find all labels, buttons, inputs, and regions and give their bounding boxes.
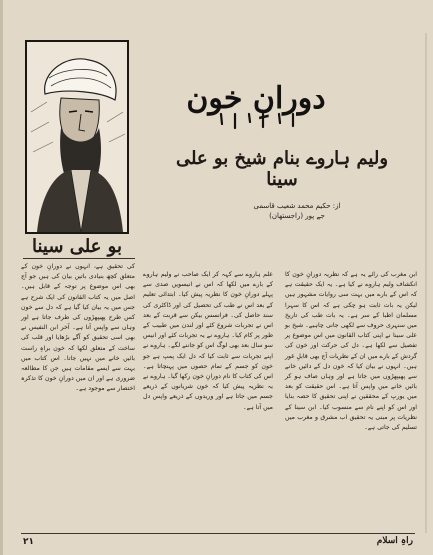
author-byline [253, 201, 341, 221]
author-name: از: حکیم محمد شعیب قاسمی [253, 202, 341, 210]
title-lettering [186, 70, 326, 130]
page-number: ۲۱ [23, 537, 34, 547]
right-column-text: ابن مغرب کی رائے یہ ہے کہ نظریہ دورانِ خون کا انکشاف ولیم ہاروے نے کیا ہے۔ یہ ایک حقیقت ہے کہ اس کے بارے میں بہت سی روایات مشہور ہیں لیکن یہ بات ثابت ہو چکی ہے کہ اس کا سہرا مسلمان اطبا کے سر ہے۔ یہ بات طب کی تاریخ میں سنہری حروف سے لکھی جانی چاہیے۔ شیخ بو علی سینا نے اپنی کتاب القانون میں اس موضوع پر تفصیل سے لکھا ہے۔ دل کی حرکت اور خون کی گردش کے بارے میں ان کے نظریات آج بھی قابلِ غور ہیں۔ انہوں نے بیان کیا کہ خون دل کے دائیں خانے سے پھیپھڑوں میں جاتا ہے اور وہاں صاف ہو کر بائیں خانے میں واپس آتا ہے۔ اس حقیقت کو بعد میں یورپ کے محققین نے اپنی تحقیق کا حصہ بنایا اور اس کو اپنے نام سے منسوب کیا۔ ابن سینا کے نظریات پر مبنی یہ تحقیق اب مشرق و مغرب میں تسلیم کی جاتی ہے۔ [285, 271, 417, 432]
ibn-sina-portrait [25, 40, 129, 234]
sidebar-divider [23, 258, 135, 259]
article-subtitle: ولیم ہاروے بنام شیخ بو علی سینا [175, 148, 389, 190]
author-location: جے پور (راجستھان) [269, 212, 325, 220]
page-edge-shadow [425, 33, 427, 533]
article-title [186, 70, 326, 120]
footer-divider [21, 533, 415, 534]
magazine-name: راہِ اسلام [376, 536, 413, 546]
sidebar-heading: بو علی سینا [32, 236, 122, 257]
middle-column-text: علم ہاروے سے کہہ کر ایک صاحب نے ولیم ہاروے کے بارے میں لکھا کہ اس نے انیسویں صدی سے پہلے دورانِ خون کا نظریہ پیش کیا۔ ابتدائی تعلیم کے بعد اس نے طب کی تحصیل کی اور ڈاکٹری کی سند حاصل کی۔ فرانسس بیکن سے قربت کے بعد اس نے تجربات شروع کئے اور لندن میں طبیب کے طور پر کام کیا۔ ہاروے نے یہ تجربات کئے اور انیس سو سال بعد بھی لوگ اس کو جاننے لگے۔ ہاروے نے اپنے تجربات سے ثابت کیا کہ دل ایک پمپ ہے جو خون کو جسم کے تمام حصوں میں پہنچاتا ہے۔ اس کی کتاب کا نام دورانِ خون رکھا گیا۔ ہاروے نے یہ نظریہ پیش کیا کہ خون شریانوں کے ذریعے جسم میں جاتا ہے اور وریدوں کے ذریعے واپس دل میں آتا ہے۔ [143, 271, 273, 411]
sidebar-body-text: کی تحقیق ہے، انہوں نے دورانِ خون کے متعلق کچھ بنیادی باتیں بیان کی ہیں جو آج بھی اس موضوع پر توجہ کے قابل ہیں۔ اصل میں یہ کتاب القانون کی ایک شرح ہے جس میں یہ بیان کیا گیا ہے کہ دل سے خون کس طرح پھیپھڑوں کی طرف جاتا ہے اور وہاں سے واپس آتا ہے۔ آخر ابن النفیس نے بھی اسی تحقیق کو آگے بڑھایا اور قلب کی ساخت کے متعلق لکھا کہ خون براہِ راست بائیں خانے میں نہیں جاتا۔ اس کتاب میں بہت سے ایسے مقامات ہیں جن کا مطالعہ ضروری ہے اور ان میں دورانِ خون کا تذکرہ اختصار سے موجود ہے۔ [21, 263, 135, 393]
portrait-drawing [27, 42, 127, 232]
title-glyphs: دورانِ خون [186, 81, 326, 116]
